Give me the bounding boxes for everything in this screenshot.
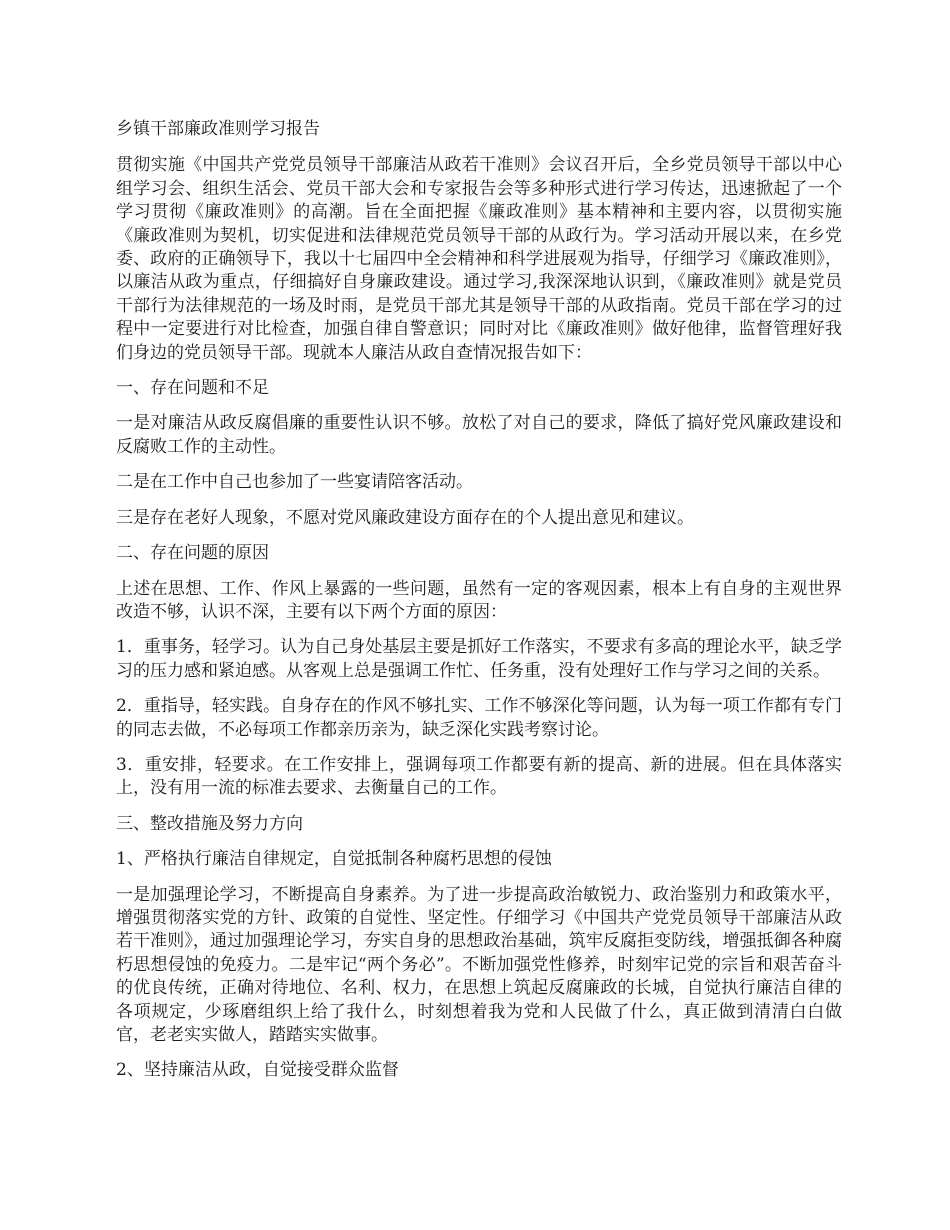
problem-item-1: 一是对廉洁从政反腐倡廉的重要性认识不够。放松了对自己的要求，降低了搞好党风廉政建设和反腐败工作的主动性。 bbox=[116, 413, 842, 457]
causes-intro-paragraph: 上述在思想、工作、作风上暴露的一些问题，虽然有一定的客观因素，根本上有自身的主观世界改造不够，认识不深，主要有以下两个方面的原因： bbox=[116, 578, 842, 622]
measure-heading-2: 2、坚持廉洁从政，自觉接受群众监督 bbox=[116, 1060, 399, 1081]
cause-item-1: 1．重事务，轻学习。认为自己身处基层主要是抓好工作落实，不要求有多高的理论水平，缺乏学习的压力感和紧迫感。从客观上总是强调工作忙、任务重，没有处理好工作与学习之间的关系。 bbox=[116, 637, 842, 681]
document-page bbox=[116, 118, 842, 1095]
document-title: 乡镇干部廉政准则学习报告 bbox=[116, 119, 320, 139]
intro-paragraph: 贯彻实施《中国共产党党员领导干部廉洁从政若干准则》会议召开后，全乡党员领导干部以中心组学习会、组织生活会、党员干部大会和专家报告会等多种形式进行学习传达，迅速掀起了一个学习贯彻《廉政准则》的高潮。旨在全面把握《廉政准则》基本精神和主要内容，以贯彻实施《廉政准则为契机，切实促进和法律规范党员领导干部的从政行为。学习活动开展以来，在乡党委、政府的正确领导下，我以十七届四中全会精神和科学进展观为指导，仔细学习《廉政准则》，以廉洁从政为重点，仔细搞好自身廉政建设。通过学习,我深深地认识到，《廉政准则》就是党员干部行为法律规范的一场及时雨，是党员干部尤其是领导干部的从政指南。党员干部在学习的过程中一定要进行对比检查，加强自律自警意识；同时对比《廉政准则》做好他律，监督管理好我们身边的党员领导干部。现就本人廉洁从政自查情况报告如下： bbox=[116, 155, 842, 363]
problem-item-3: 三是存在老好人现象，不愿对党风廉政建设方面存在的个人提出意见和建议。 bbox=[116, 507, 694, 528]
cause-item-3: 3．重安排，轻要求。在工作安排上，强调每项工作都要有新的提高、新的进展。但在具体落实上，没有用一流的标准去要求、去衡量自己的工作。 bbox=[116, 754, 842, 799]
section-heading-causes: 二、存在问题的原因 bbox=[116, 543, 269, 564]
problem-item-2: 二是在工作中自己也参加了一些宴请陪客活动。 bbox=[116, 472, 473, 493]
measure-heading-1: 1、严格执行廉洁自律规定，自觉抵制各种腐朽思想的侵蚀 bbox=[116, 849, 552, 870]
cause-item-2: 2．重指导，轻实践。自身存在的作风不够扎实、工作不够深化等问题，认为每一项工作都有专门的同志去做，不必每项工作都亲历亲为，缺乏深化实践考察讨论。 bbox=[116, 696, 842, 740]
section-heading-measures: 三、整改措施及努力方向 bbox=[116, 813, 303, 834]
measure-paragraph-1: 一是加强理论学习，不断提高自身素养。为了进一步提高政治敏锐力、政治鉴别力和政策水平，增强贯彻落实党的方针、政策的自觉性、坚定性。仔细学习《中国共产党党员领导干部廉洁从政若干准则》，通过加强理论学习，夯实自身的思想政治基础，筑牢反腐拒变防线，增强抵御各种腐朽思想侵蚀的免疫力。二是牢记“两个务必”。不断加强党性修养，时刻牢记党的宗旨和艰苦奋斗的优良传统，正确对待地位、名利、权力，在思想上筑起反腐廉政的长城，自觉执行廉洁自律的各项规定，少琢磨组织上给了我什么，时刻想着我为党和人民做了什么，真正做到清清白白做官，老老实实做人，踏踏实实做事。 bbox=[116, 884, 842, 1045]
section-heading-problems: 一、存在问题和不足 bbox=[116, 378, 269, 399]
